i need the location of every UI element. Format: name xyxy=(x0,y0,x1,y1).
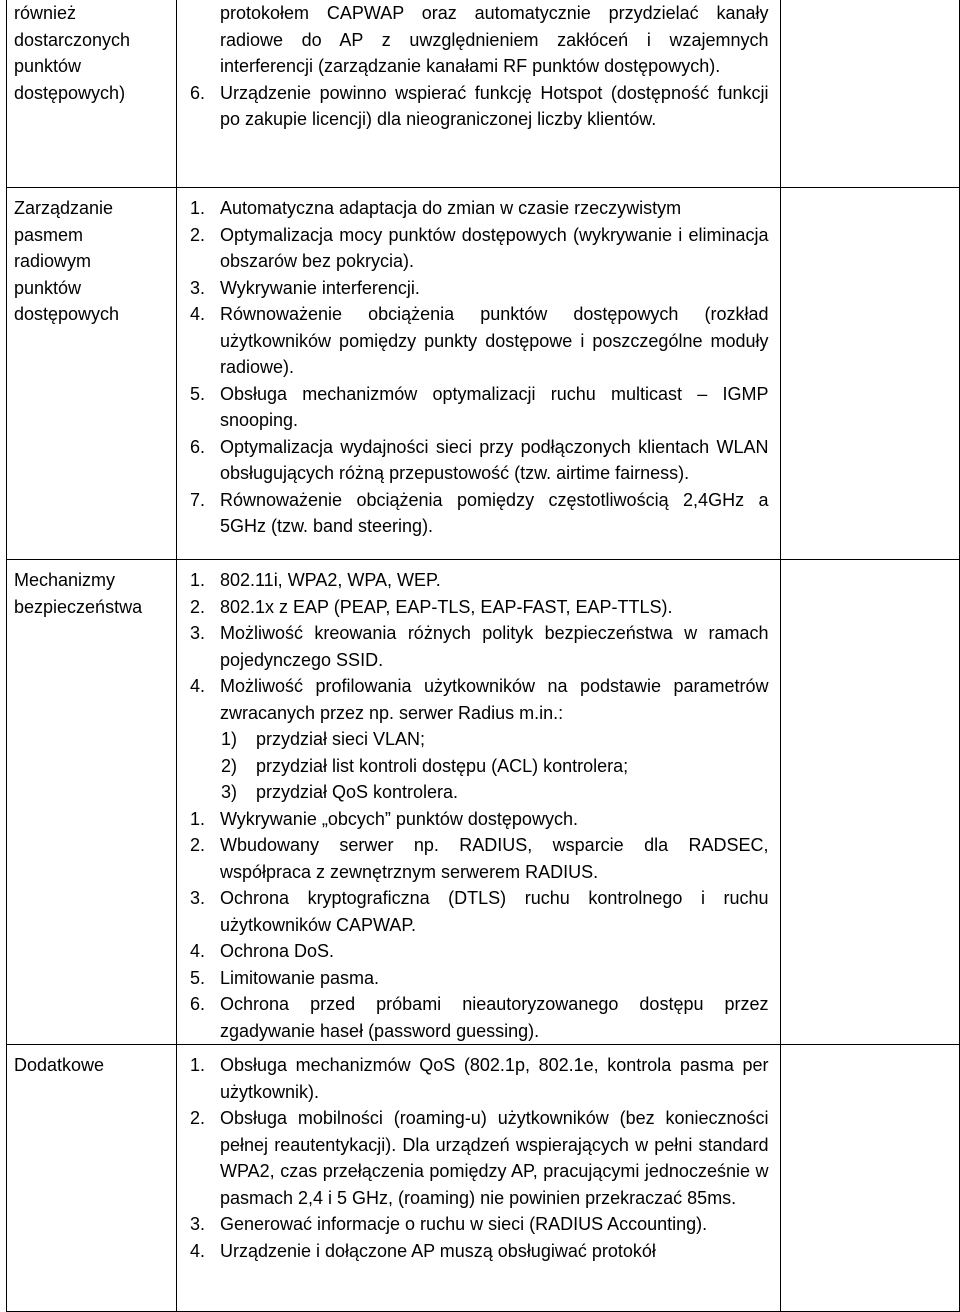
item-text: Automatyczna adaptacja do zmian w czasie rzeczywistym xyxy=(219,198,682,218)
item-text: Wykrywanie „obcych” punktów dostępowych. xyxy=(219,808,578,829)
table-row xyxy=(7,188,960,560)
sub-list-item xyxy=(190,726,769,753)
list-item xyxy=(190,594,769,621)
item-text: 802.11i, WPA2, WPA, WEP. xyxy=(219,570,441,590)
item-number: 1. xyxy=(189,570,205,590)
item-text: Obsługa mechanizmów QoS (802.1p, 802.1e, kontrola pasma per użytkownik). xyxy=(219,1055,769,1102)
empty-cell xyxy=(780,188,959,560)
item-text: Optymalizacja wydajności sieci przy podłączonych klientach WLAN obsługujących różną przepustowość (tzw. airtime fairness). xyxy=(219,436,769,483)
list-item xyxy=(190,434,769,487)
row-label-line: dostarczonych xyxy=(14,29,131,50)
item-number: 2. xyxy=(189,596,205,617)
row-label-line: również xyxy=(14,3,77,23)
sub-list-item xyxy=(190,779,769,806)
item-text: Obsługa mobilności (roaming-u) użytkowników (bez konieczności pełnej reautentykacji). Dla urządzeń wspierających w pełni standard WPA2, czas przełączenia pomiędzy AP, pracującymi jednocześnie w pasmach 2,4 i 5 GHz, (roaming) nie powinien przekraczać 85ms. xyxy=(219,1108,769,1208)
item-number: 4. xyxy=(189,1240,205,1261)
item-number: 5. xyxy=(189,383,205,404)
sub-item-number: 3) xyxy=(220,782,237,802)
row-content-cell xyxy=(176,1045,780,1312)
item-text: Generować informacje o ruchu w sieci (RADIUS Accounting). xyxy=(219,1214,708,1234)
item-text: Optymalizacja mocy punktów dostępowych (wykrywanie i eliminacja obszarów bez pokrycia). xyxy=(219,224,769,271)
item-number: 1. xyxy=(189,808,205,829)
table-row xyxy=(7,0,960,188)
item-number: 3. xyxy=(189,1214,205,1234)
row-label-cell xyxy=(7,1045,177,1312)
item-number: 1. xyxy=(189,198,205,218)
item-number: 6. xyxy=(189,436,205,457)
item-number: 7. xyxy=(189,489,205,510)
item-text: Ochrona przed próbami nieautoryzowanego dostępu przez zgadywanie haseł (password guessing). xyxy=(219,994,769,1041)
row-label-line: punktów xyxy=(14,56,82,76)
list-item xyxy=(190,1105,769,1211)
sub-list-item xyxy=(190,753,769,780)
table-row xyxy=(7,560,960,1045)
item-number: 5. xyxy=(189,967,205,988)
item-text: Wykrywanie interferencji. xyxy=(219,277,420,298)
row-label-line: Mechanizmy xyxy=(14,570,116,590)
item-number: 6. xyxy=(189,82,205,103)
empty-cell xyxy=(780,1045,959,1312)
row-label-line: pasmem xyxy=(14,224,84,245)
row-content-cell xyxy=(176,0,780,188)
list-item xyxy=(190,381,769,434)
list-item xyxy=(190,620,769,673)
row-label-line: radiowym xyxy=(14,251,92,271)
item-number: 3. xyxy=(189,277,205,298)
row-label-cell xyxy=(7,560,177,1045)
list-item xyxy=(190,1052,769,1105)
item-text: Wbudowany serwer np. RADIUS, wsparcie dla RADSEC, współpraca z zewnętrznym serwerem RADIUS. xyxy=(219,835,769,882)
item-number: 4. xyxy=(189,941,205,961)
empty-cell xyxy=(780,560,959,1045)
sub-item-text: przydział list kontroli dostępu (ACL) kontrolera; xyxy=(255,755,629,776)
list-item xyxy=(190,301,769,381)
list-item xyxy=(190,965,769,992)
row-label-line: dostępowych xyxy=(14,304,120,324)
list-item xyxy=(190,806,769,833)
sub-item-text: przydział QoS kontrolera. xyxy=(255,782,459,802)
item-text: Równoważenie obciążenia punktów dostępowych (rozkład użytkowników pomiędzy punkty dostępowe i poszczególne moduły radiowe). xyxy=(219,304,769,377)
sub-item-number: 2) xyxy=(220,755,237,776)
row-label-cell xyxy=(7,188,177,560)
row-label-line: Dodatkowe xyxy=(14,1055,105,1075)
item-text: Ochrona kryptograficzna (DTLS) ruchu kontrolnego i ruchu użytkowników CAPWAP. xyxy=(219,888,769,935)
item-text: Równoważenie obciążenia pomiędzy częstotliwością 2,4GHz a 5GHz (tzw. band steering). xyxy=(219,489,769,536)
item-text: 802.1x z EAP (PEAP, EAP-TLS, EAP-FAST, EAP-TTLS). xyxy=(219,596,673,617)
item-number: 6. xyxy=(189,994,205,1014)
item-text: Możliwość kreowania różnych polityk bezpieczeństwa w ramach pojedynczego SSID. xyxy=(219,623,769,670)
list-item xyxy=(190,991,769,1044)
list-item xyxy=(190,1211,769,1238)
list-item xyxy=(190,885,769,938)
item-text: Możliwość profilowania użytkowników na podstawie parametrów zwracanych przez np. serwer Radius m.in.: xyxy=(219,676,769,723)
list-item xyxy=(190,222,769,275)
specification-table xyxy=(6,0,960,1312)
table-row xyxy=(7,1045,960,1312)
list-item xyxy=(190,275,769,302)
row-label-line: bezpieczeństwa xyxy=(14,596,143,617)
row-label-line: Zarządzanie xyxy=(14,198,114,218)
empty-cell xyxy=(780,0,959,188)
item-number: 2. xyxy=(189,1108,205,1128)
list-item xyxy=(190,832,769,885)
sub-item-number: 1) xyxy=(220,729,237,749)
item-number: 1. xyxy=(189,1055,205,1075)
row-content-cell xyxy=(176,188,780,560)
item-text: Urządzenie powinno wspierać funkcję Hotspot (dostępność funkcji po zakupie licencji) dla nieograniczonej liczby klientów. xyxy=(219,82,769,129)
row-label-line: punktów xyxy=(14,277,82,298)
item-text: Urządzenie i dołączone AP muszą obsługiwać protokół xyxy=(219,1240,656,1261)
item-number: 2. xyxy=(189,224,205,245)
item-number: 4. xyxy=(189,676,205,696)
sub-item-text: przydział sieci VLAN; xyxy=(255,729,426,749)
item-text: Ochrona DoS. xyxy=(219,941,335,961)
row-content-cell xyxy=(176,560,780,1045)
item-number: 4. xyxy=(189,304,205,324)
list-item xyxy=(190,80,769,133)
item-number: 3. xyxy=(189,623,205,643)
continuation-text: protokołem CAPWAP oraz automatycznie przydzielać kanały radiowe do AP z uwzględnieniem zakłóceń i wzajemnych interferencji (zarządzanie kanałami RF punktów dostępowych). xyxy=(219,3,769,76)
row-label-cell xyxy=(7,0,177,188)
list-item xyxy=(190,487,769,540)
item-text: Obsługa mechanizmów optymalizacji ruchu multicast – IGMP snooping. xyxy=(219,383,769,430)
list-item xyxy=(190,195,769,222)
item-text: Limitowanie pasma. xyxy=(219,967,380,988)
list-item xyxy=(190,938,769,965)
item-number: 3. xyxy=(189,888,205,908)
item-number: 2. xyxy=(189,835,205,855)
list-item xyxy=(190,567,769,594)
row-label-line: dostępowych) xyxy=(14,82,126,103)
list-item xyxy=(190,673,769,726)
list-item xyxy=(190,1238,769,1265)
